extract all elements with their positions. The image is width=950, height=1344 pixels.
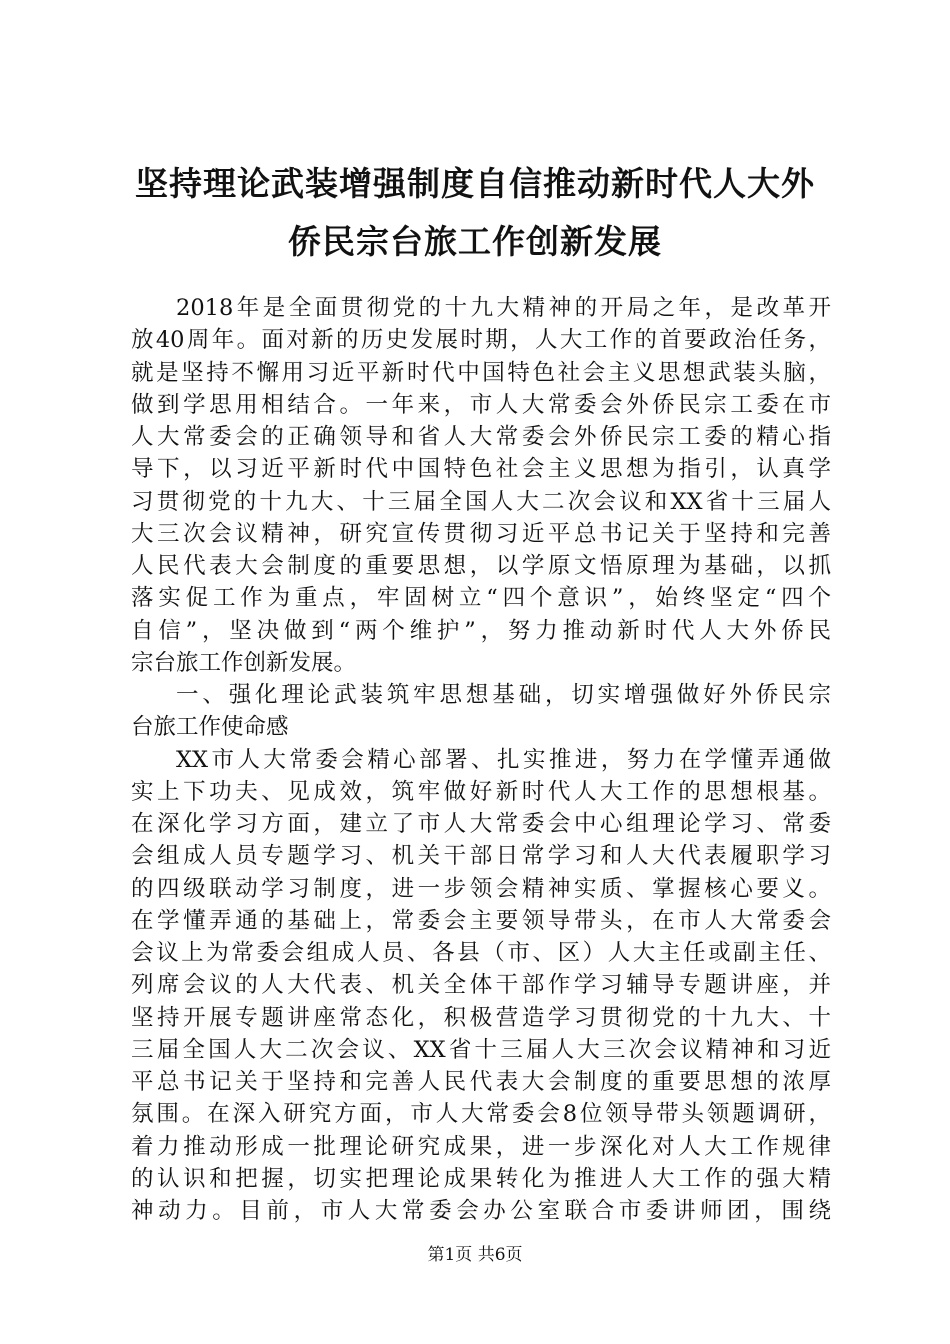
document-body (131, 292, 831, 1227)
body-line: 做到学思用相结合。一年来，市人大常委会外侨民宗工委在市 (131, 391, 831, 418)
section-heading-line: 台旅工作使命感 (131, 714, 289, 741)
body-line: 的四级联动学习制度，进一步领会精神实质、掌握核心要义。 (131, 875, 831, 902)
document-title-line-2: 侨民宗台旅工作创新发展 (288, 222, 662, 261)
body-line: XX市人大常委会精心部署、扎实推进，努力在学懂弄通做 (176, 746, 831, 773)
body-line: 会组成人员专题学习、机关干部日常学习和人大代表履职学习 (131, 843, 831, 870)
body-line: 在学懂弄通的基础上，常委会主要领导带头，在市人大常委会 (131, 907, 831, 934)
document-title-line-1: 坚持理论武装增强制度自信推动新时代人大外 (135, 164, 815, 203)
body-line: 习贯彻党的十九大、十三届全国人大二次会议和XX省十三届人 (131, 488, 831, 515)
body-line: 着力推动形成一批理论研究成果，进一步深化对人大工作规律 (131, 1133, 831, 1160)
body-line: 的认识和把握，切实把理论成果转化为推进人大工作的强大精 (131, 1165, 831, 1192)
body-line: 人大常委会的正确领导和省人大常委会外侨民宗工委的精心指 (131, 424, 831, 450)
body-line: 氛围。在深入研究方面，市人大常委会8位领导带头领题调研， (131, 1101, 831, 1128)
body-line: 落实促工作为重点，牢固树立“四个意识”，始终坚定“四个 (131, 585, 831, 612)
body-line: 在深化学习方面，建立了市人大常委会中心组理论学习、常委 (131, 811, 831, 837)
body-line: 人民代表大会制度的重要思想，以学原文悟原理为基础，以抓 (131, 553, 831, 579)
body-line: 大三次会议精神，研究宣传贯彻习近平总书记关于坚持和完善 (131, 520, 831, 547)
section-heading-line: 一、强化理论武装筑牢思想基础，切实增强做好外侨民宗 (176, 682, 831, 708)
body-line: 平总书记关于坚持和完善人民代表大会制度的重要思想的浓厚 (131, 1069, 831, 1095)
body-line: 就是坚持不懈用习近平新时代中国特色社会主义思想武装头脑， (131, 359, 831, 386)
body-line: 2018年是全面贯彻党的十九大精神的开局之年，是改革开 (176, 295, 831, 321)
body-line: 实上下功夫、见成效，筑牢做好新时代人大工作的思想根基。 (131, 778, 831, 805)
body-line: 放40周年。面对新的历史发展时期，人大工作的首要政治任务， (131, 327, 831, 354)
body-line: 导下，以习近平新时代中国特色社会主义思想为指引，认真学 (131, 456, 831, 483)
body-line: 列席会议的人大代表、机关全体干部作学习辅导专题讲座，并 (131, 972, 831, 999)
body-line: 坚持开展专题讲座常态化，积极营造学习贯彻党的十九大、十 (131, 1004, 831, 1031)
body-line: 宗台旅工作创新发展。 (131, 649, 357, 676)
body-line: 三届全国人大二次会议、XX省十三届人大三次会议精神和习近 (131, 1036, 831, 1063)
body-line: 神动力。目前，市人大常委会办公室联合市委讲师团，围绕 (131, 1198, 831, 1224)
page-footer: 第1页 共6页 (427, 1245, 523, 1265)
body-line: 会议上为常委会组成人员、各县（市、区）人大主任或副主任、 (131, 940, 831, 966)
body-line: 自信”，坚决做到“两个维护”，努力推动新时代人大外侨民 (131, 617, 831, 644)
